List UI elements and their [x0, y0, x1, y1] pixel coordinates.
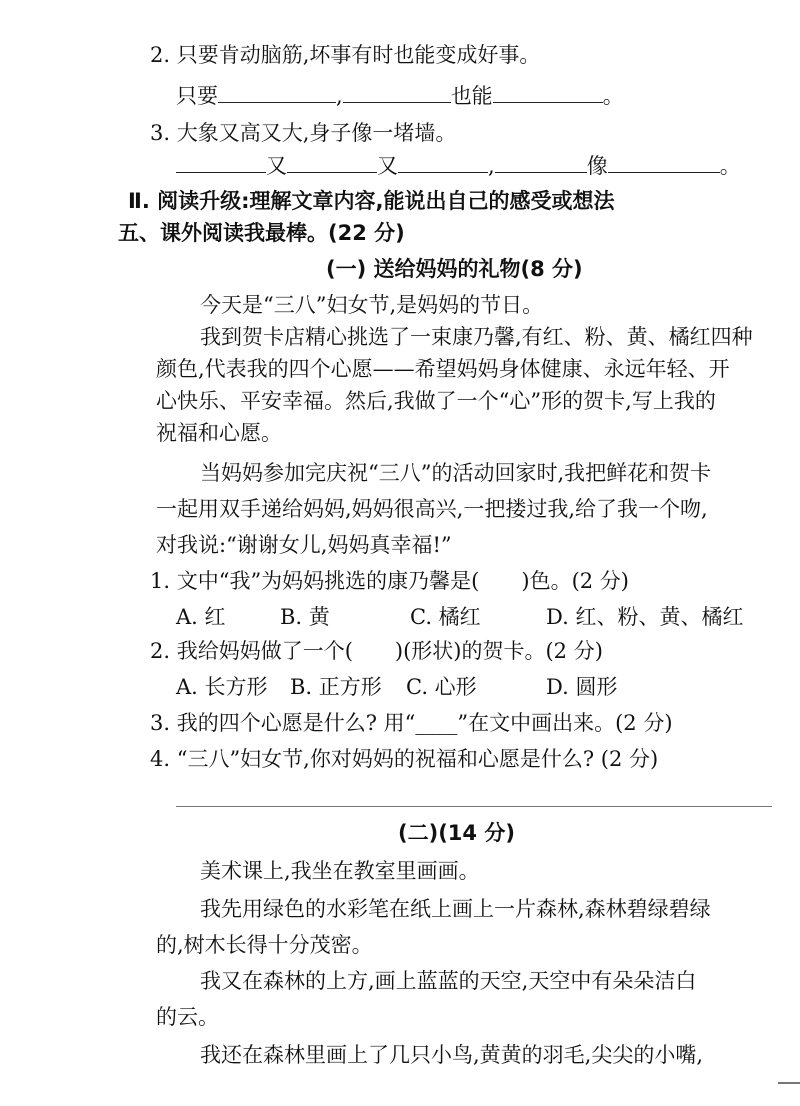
passage-2-line: 美术课上,我坐在教室里画画。 — [200, 859, 480, 883]
q2-fill-end: 。 — [602, 84, 624, 108]
p1-question-3: 3. 我的四个心愿是什么? 用“____”在文中画出来。(2 分) — [150, 711, 673, 735]
passage-1-line: 我到贺卡店精心挑选了一束康乃馨,有红、粉、黄、橘红四种 — [200, 325, 753, 349]
p1-q2-option-b[interactable]: B. 正方形 — [290, 675, 382, 699]
q3-blank-4[interactable] — [495, 150, 587, 173]
q3-blank-2[interactable] — [287, 150, 377, 173]
q3-fill-xiang: 像 — [586, 154, 608, 178]
p1-question-4: 4. “三八”妇女节,你对妈妈的祝福和心愿是什么? (2 分) — [150, 747, 659, 771]
q3-blank-1[interactable] — [176, 150, 266, 173]
section-2-title: Ⅱ. 阅读升级:理解文章内容,能说出自己的感受或想法 — [128, 189, 615, 213]
p1-q1-option-b[interactable]: B. 黄 — [280, 605, 330, 629]
passage-1-line: 颜色,代表我的四个心愿——希望妈妈身体健康、永远年轻、开 — [156, 357, 730, 381]
q3-fill-you1: 又 — [266, 154, 287, 178]
p1-q2-option-d[interactable]: D. 圆形 — [546, 675, 618, 699]
q3-fill-comma: , — [488, 154, 495, 178]
passage-2-line: 的,树木长得十分茂密。 — [156, 933, 373, 957]
passage-1-line: 当妈妈参加完庆祝“三八”的活动回家时,我把鲜花和贺卡 — [200, 461, 712, 485]
q2-blank-1[interactable] — [218, 80, 336, 103]
passage-2-title: (二)(14 分) — [398, 821, 515, 845]
passage-2-line: 我还在森林里画上了几只小鸟,黄黄的羽毛,尖尖的小嘴, — [200, 1043, 704, 1067]
passage-1-line: 今天是“三八”妇女节,是妈妈的节日。 — [200, 293, 544, 317]
q2-blank-2[interactable] — [343, 80, 451, 103]
passage-1-title: (一) 送给妈妈的礼物(8 分) — [326, 257, 583, 281]
q3-blank-3[interactable] — [398, 150, 488, 173]
passage-1-line: 心快乐、平安幸福。然后,我做了一个“心”形的贺卡,写上我的 — [156, 389, 716, 413]
passage-1-line: 对我说:“谢谢女儿,妈妈真幸福!” — [156, 533, 452, 557]
q2-sentence: 2. 只要肯动脑筋,坏事有时也能变成好事。 — [150, 43, 541, 67]
passage-1-line: 一起用双手递给妈妈,妈妈很高兴,一把搂过我,给了我一个吻, — [156, 497, 708, 521]
answer-line[interactable] — [176, 806, 772, 807]
passage-1-line: 祝福和心愿。 — [156, 421, 282, 445]
p1-q1-option-a[interactable]: A. 红 — [176, 605, 226, 629]
passage-2-line: 我先用绿色的水彩笔在纸上画上一片森林,森林碧绿碧绿 — [200, 897, 711, 921]
q2-fill-line — [176, 80, 624, 111]
p1-question-2: 2. 我给妈妈做了一个( )(形状)的贺卡。(2 分) — [150, 639, 603, 663]
passage-2-line: 的云。 — [156, 1005, 219, 1029]
q3-fill-end: 。 — [719, 154, 741, 178]
q2-fill-c: 也能 — [450, 84, 493, 108]
page-edge-mark — [778, 1082, 800, 1084]
q2-fill-b: , — [336, 84, 343, 108]
p1-q2-option-c[interactable]: C. 心形 — [406, 675, 477, 699]
p1-q1-option-c[interactable]: C. 橘红 — [410, 605, 481, 629]
q2-blank-3[interactable] — [493, 80, 603, 103]
q3-fill-line — [176, 150, 741, 181]
p1-question-1: 1. 文中“我”为妈妈挑选的康乃馨是( )色。(2 分) — [150, 569, 629, 593]
passage-2-line: 我又在森林的上方,画上蓝蓝的天空,天空中有朵朵洁白 — [200, 969, 697, 993]
q2-fill-a: 只要 — [176, 84, 218, 108]
p1-q2-option-a[interactable]: A. 长方形 — [176, 675, 268, 699]
q3-sentence: 3. 大象又高又大,身子像一堵墙。 — [150, 121, 457, 145]
p1-q1-option-d[interactable]: D. 红、粉、黄、橘红 — [546, 605, 744, 629]
q3-blank-5[interactable] — [608, 150, 720, 173]
part-5-title: 五、课外阅读我最棒。(22 分) — [118, 221, 405, 245]
q3-fill-you2: 又 — [377, 154, 398, 178]
